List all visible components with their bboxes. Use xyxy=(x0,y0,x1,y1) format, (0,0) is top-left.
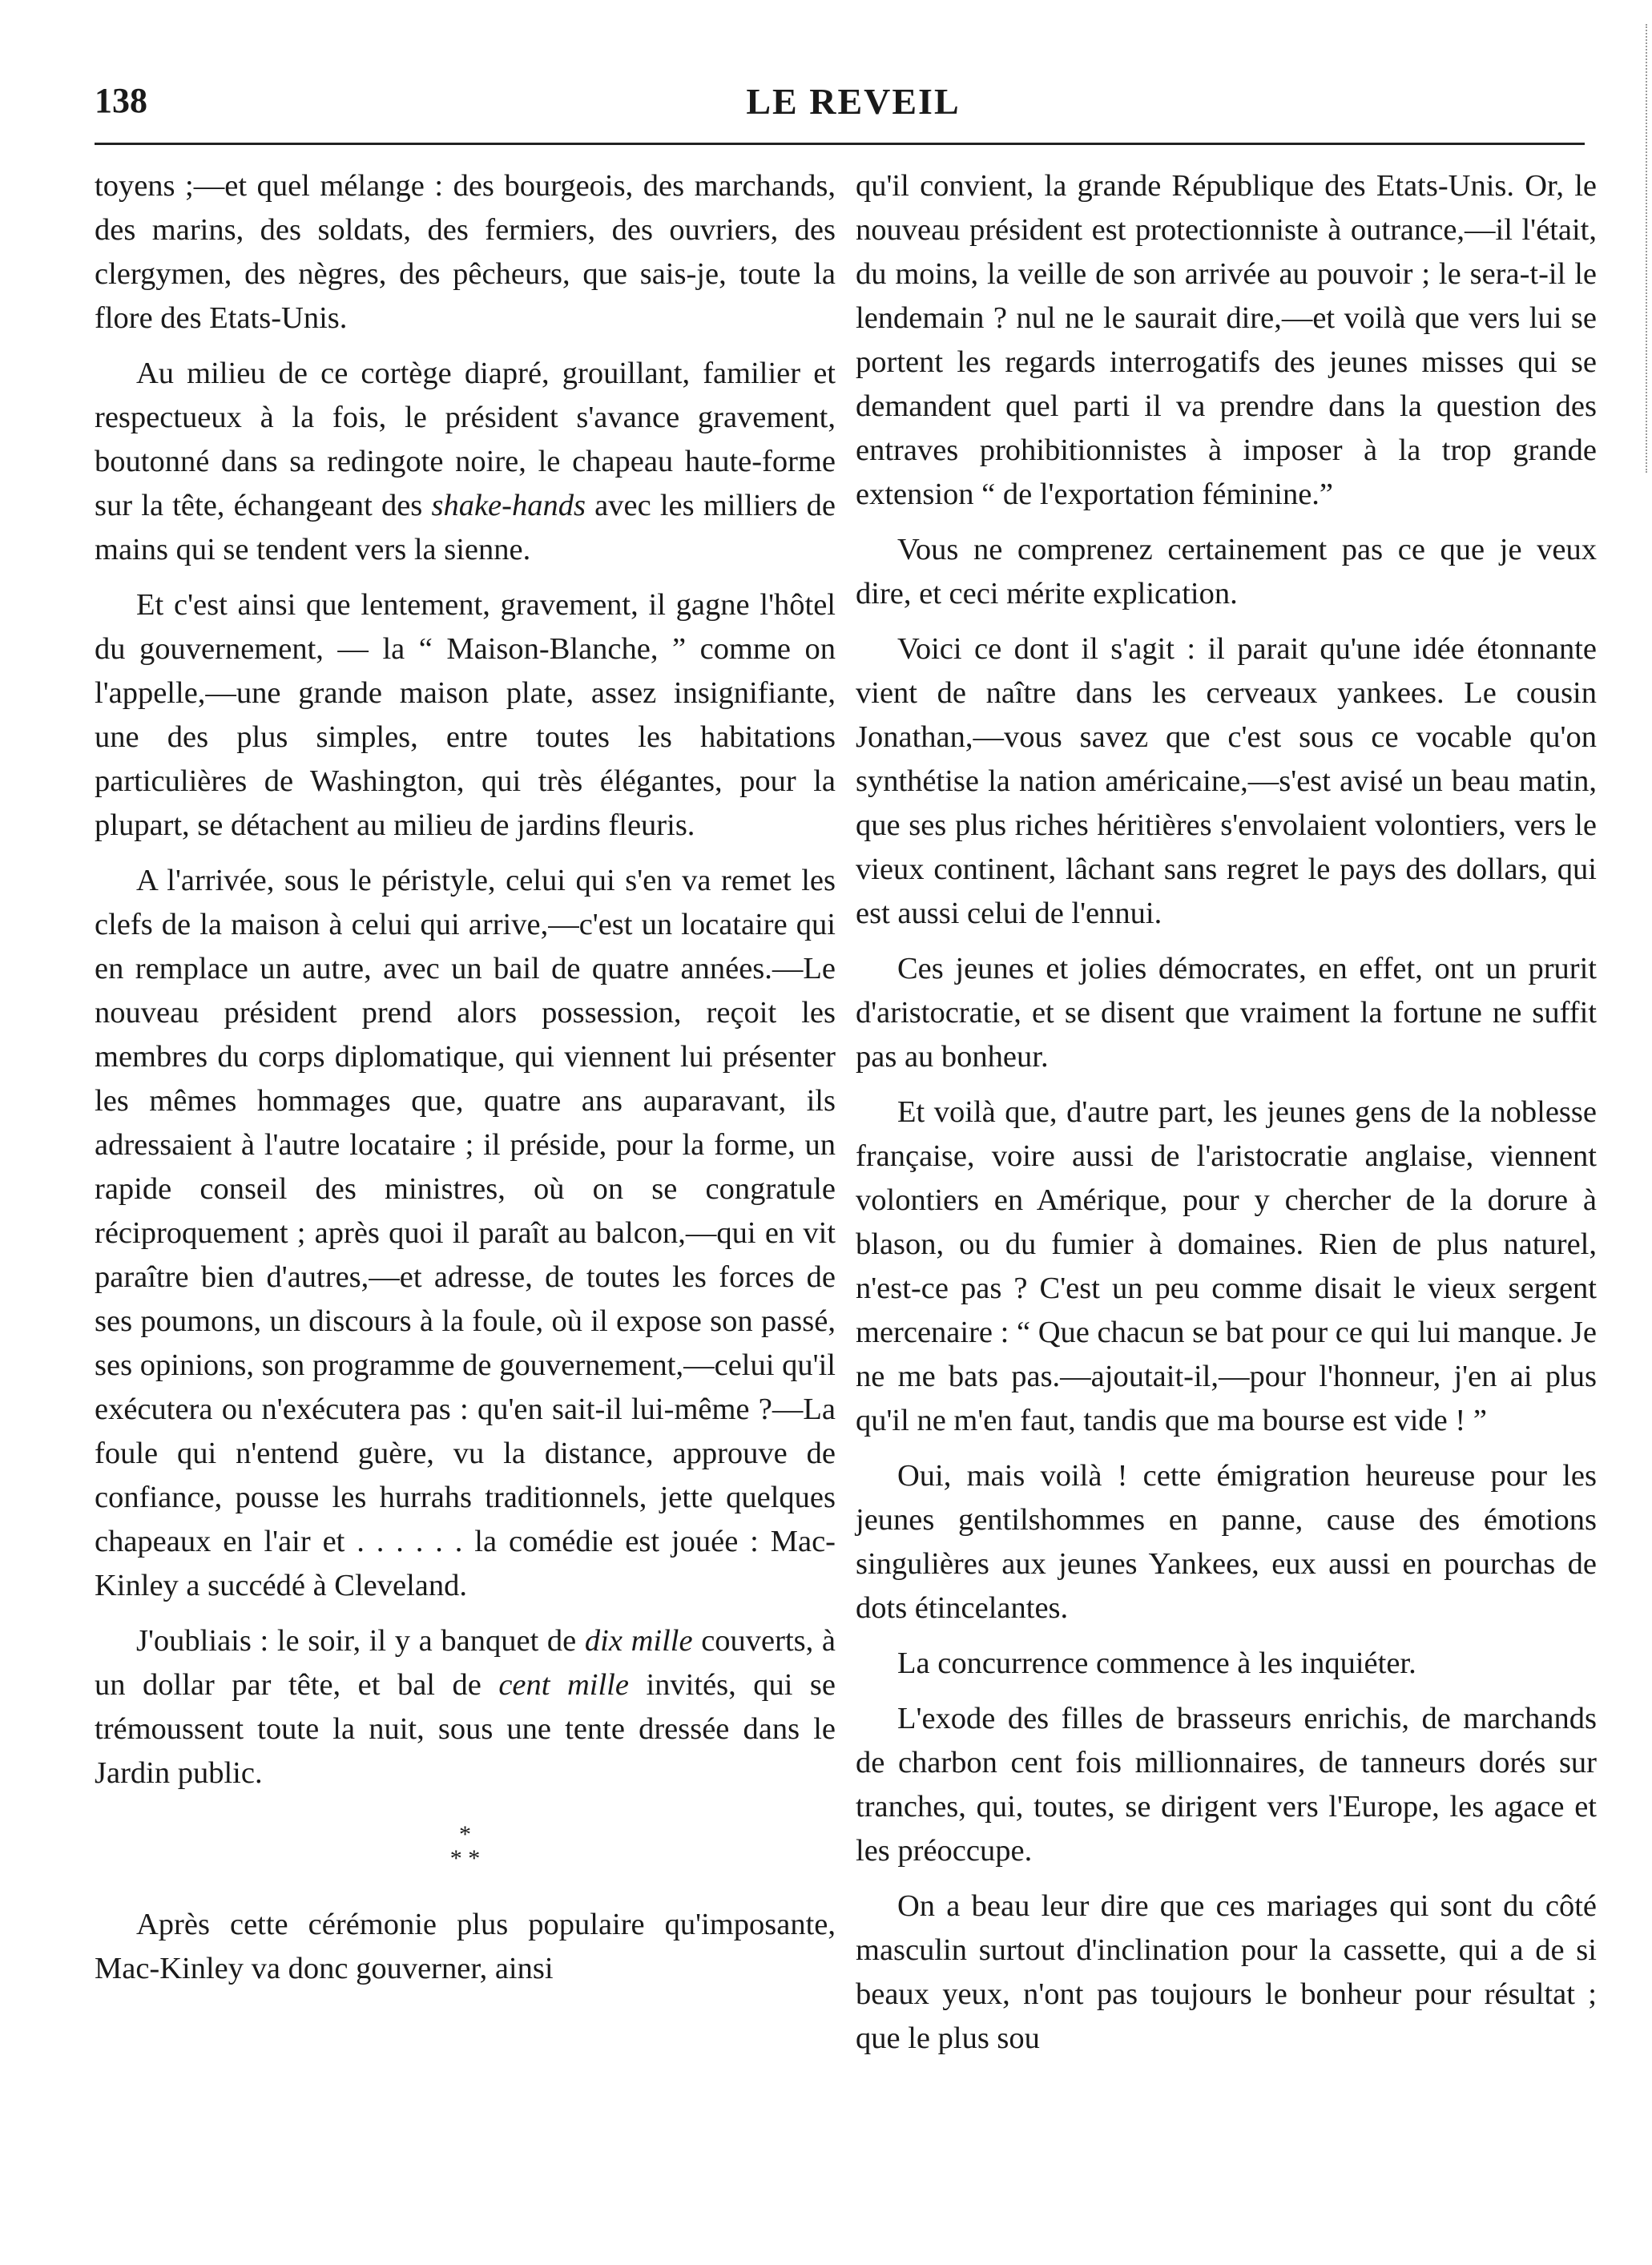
italic-term: dix mille xyxy=(584,1624,693,1658)
paragraph: A l'arrivée, sous le péristyle, celui qui s'en va remet les clefs de la maison à celui qui arrive,—c'est un locataire qui en remplace un autre, avec un bail de quatre années.—Le nouveau président prend alors possession, reçoit les membres du corps diplomatique, qui viennent lui présenter les mêmes hommages que, quatre ans auparavant, ils adressaient à l'autre locataire ; il préside, pour la forme, un rapide conseil des ministres, où on se congratule réciproquement ; après quoi il paraît au balcon,—qui en vit paraître bien d'autres,—et adresse, de toutes les forces de ses poumons, un discours à la foule, où il expose son passé, ses opinions, son programme de gouvernement,—celui qu'il exécutera ou n'exécutera pas : qu'en sait-il lui-même ?—La foule qui n'entend guère, vu la distance, approuve de confiance, pousse les hurrahs traditionnels, jette quelques chapeaux en l'air et . . . . . . la comédie est jouée : Mac-Kinley a succédé à Cleveland. xyxy=(95,864,836,1602)
paragraph: qu'il convient, la grande République des Etats-Unis. Or, le nouveau président est protectionniste à outrance,—il l'était, du moins, la veille de son arrivée au pouvoir ; le sera-t-il le lendemain ? nul ne le saurait dire,—et voilà que vers lui se portent les regards interrogatifs des jeunes misses qui se demandent quel parti il va prendre dans la question des entraves prohibitionnistes à imposer à la trop grande extension “ de l'exportation féminine.” xyxy=(856,169,1597,511)
journal-title: LE REVEIL xyxy=(746,81,961,122)
paragraph xyxy=(95,352,836,572)
paragraph: Oui, mais voilà ! cette émigration heureuse pour les jeunes gentilshommes en panne, cause des émotions singulières aux jeunes Yankees, eux aussi en pourchas de dots étincelantes. xyxy=(856,1459,1597,1625)
header-rule xyxy=(95,143,1585,145)
text-run: couverts, à un dollar par tête, et bal de xyxy=(95,1624,836,1702)
running-head xyxy=(95,80,1612,128)
margin-scan-marks xyxy=(1639,24,1647,473)
paragraph: Voici ce dont il s'agit : il parait qu'une idée étonnante vient de naître dans les cerveaux yankees. Le cousin Jonathan,—vous savez que c'est sous ce vocable qu'on synthétise la nation américaine,—s'est avisé un beau matin, que ses plus riches héritières s'envolaient volontiers, vers le vieux continent, lâchant sans regret le pays des dollars, qui est aussi celui de l'ennui. xyxy=(856,632,1597,930)
paragraph: L'exode des filles de brasseurs enrichis, de marchands de charbon cent fois millionnaires, de tanneurs dorés sur tranches, qui, toutes, se dirigent vers l'Europe, les agace et les préoccupe. xyxy=(856,1702,1597,1868)
text-run: avec les milliers de mains qui se tendent vers la sienne. xyxy=(95,489,836,566)
paragraph: Vous ne comprenez certainement pas ce que je veux dire, et ceci mérite explication. xyxy=(856,533,1597,611)
paragraph: Après cette cérémonie plus populaire qu'imposante, Mac-Kinley va donc gouverner, ainsi xyxy=(95,1908,836,1985)
asterism-bottom: * * xyxy=(449,1845,481,1872)
paragraph: On a beau leur dire que ces mariages qui sont du côté masculin surtout d'inclination pour la cassette, qui a de si beaux yeux, n'ont pas toujours le bonheur pour résultat ; que le plus sou xyxy=(856,1889,1597,2055)
paragraph: La concurrence commence à les inquiéter. xyxy=(897,1646,1416,1680)
left-column xyxy=(95,164,836,2002)
page-number: 138 xyxy=(95,81,147,120)
italic-term: cent mille xyxy=(498,1668,629,1702)
text-run: invités, qui se trémoussent toute la nuit, sous une tente dressée dans le Jardin public. xyxy=(95,1668,836,1790)
italic-term: shake-hands xyxy=(431,489,586,522)
paragraph: toyens ;—et quel mélange : des bourgeois, des marchands, des marins, des soldats, des fermiers, des ouvriers, des clergymen, des nègres, des pêcheurs, que sais-je, toute la flore des Etats-Unis. xyxy=(95,169,836,335)
right-column xyxy=(856,164,1597,2072)
paragraph: Et c'est ainsi que lentement, gravement, il gagne l'hôtel du gouvernement, — la “ Maison-Blanche, ” comme on l'appelle,—une grande maison plate, assez insignifiante, une des plus simples, entre toutes les habitations particulières de Washington, qui très élégantes, pour la plupart, se détachent au milieu de jardins fleuris. xyxy=(95,588,836,842)
paragraph: Ces jeunes et jolies démocrates, en effet, ont un prurit d'aristocratie, et se disent que vraiment la fortune ne suffit pas au bonheur. xyxy=(856,952,1597,1074)
text-run: Au milieu de ce cortège diapré, grouillant, familier et respectueux à la fois, le président s'avance gravement, boutonné dans sa redingote noire, le chapeau haute-forme sur la tête, échangeant des xyxy=(95,357,836,522)
paragraph xyxy=(95,1619,836,1795)
text-run: J'oubliais : le soir, il y a banquet de xyxy=(136,1624,585,1658)
section-asterism xyxy=(95,1823,836,1871)
paragraph: Et voilà que, d'autre part, les jeunes gens de la noblesse française, voire aussi de l'aristocratie anglaise, viennent volontiers en Amérique, pour y chercher de la dorure à blason, ou du fumier à domaines. Rien de plus naturel, n'est-ce pas ? C'est un peu comme disait le vieux sergent mercenaire : “ Que chacun se bat pour ce qui lui manque. Je ne me bats pas.—ajoutait-il,—pour l'honneur, j'en ai plus qu'il ne m'en faut, tandis que ma bourse est vide ! ” xyxy=(856,1095,1597,1437)
asterism-top: * xyxy=(459,1821,471,1848)
